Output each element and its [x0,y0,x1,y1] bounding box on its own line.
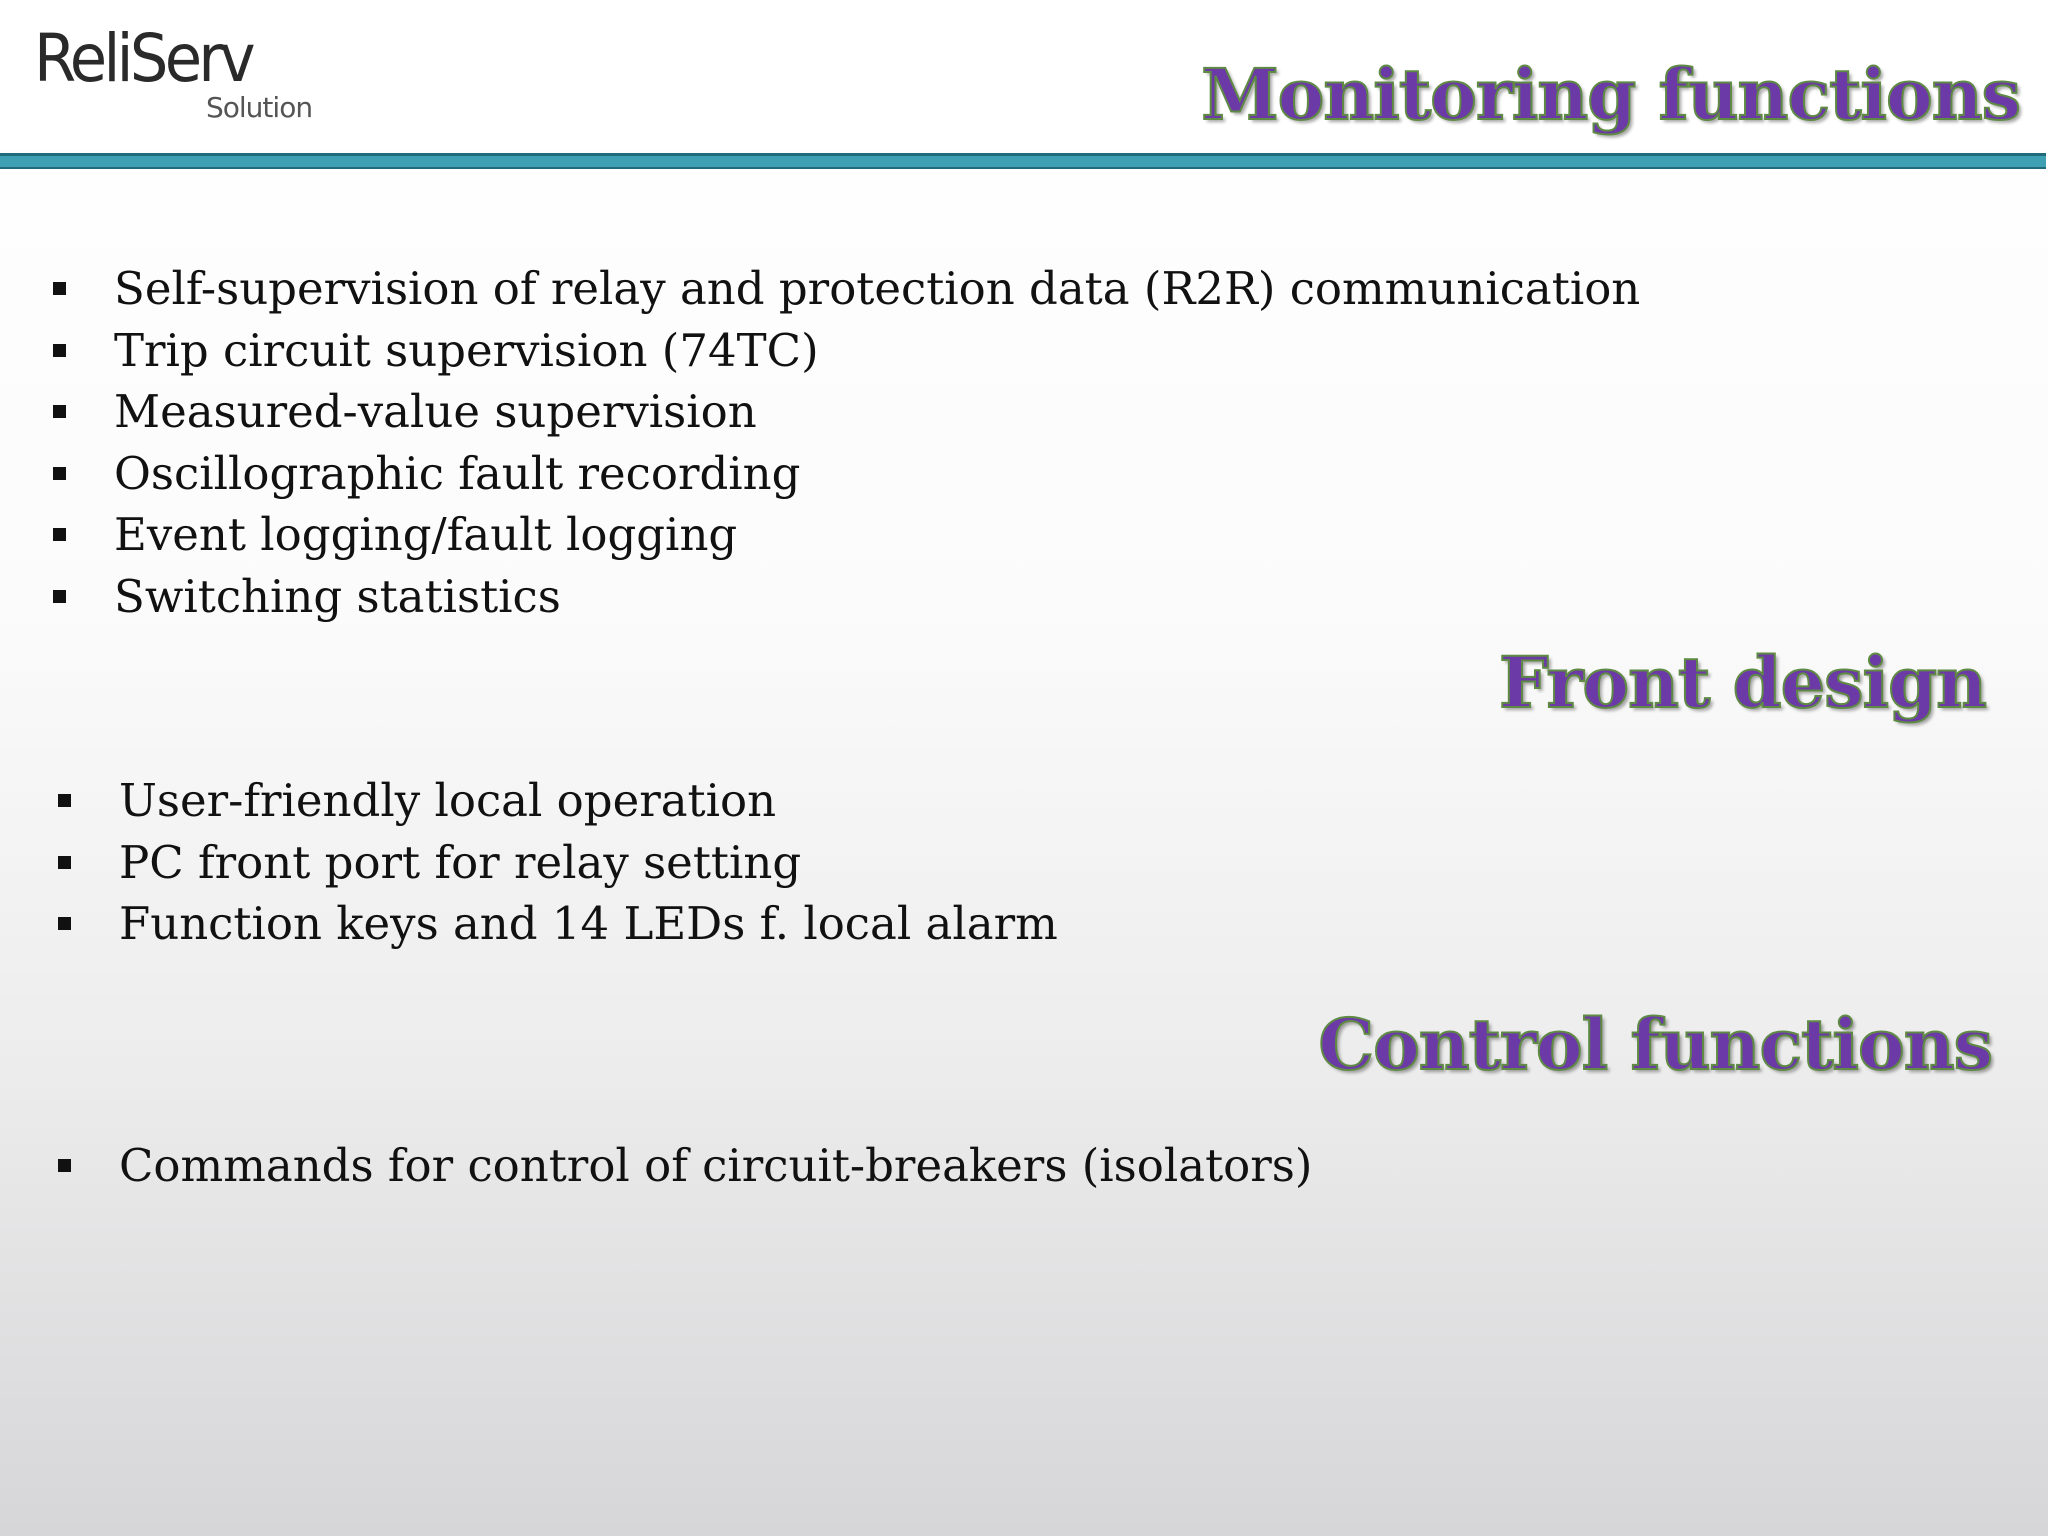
control-functions-title: Control functions [1318,1003,1992,1086]
list-item: Self-supervision of relay and protection data (R2R) communication [53,258,1640,320]
bullet-square-icon [53,344,66,357]
monitoring-functions-title: Monitoring functions [1201,53,2020,136]
bullet-square-icon [58,794,71,807]
list-item: User-friendly local operation [58,770,1058,832]
list-item: Oscillographic fault recording [53,443,1640,505]
bullet-square-icon [53,590,66,603]
reliserv-logo [30,22,330,132]
monitoring-functions-list [53,258,1640,627]
header-divider [0,153,2046,169]
list-item: Switching statistics [53,566,1640,628]
logo-wordmark: ReliServ [34,20,252,97]
list-item: Trip circuit supervision (74TC) [53,320,1640,382]
list-item: Commands for control of circuit-breakers (isolators) [58,1135,1312,1197]
bullet-square-icon [53,405,66,418]
bullet-square-icon [58,1159,71,1172]
list-item: Function keys and 14 LEDs f. local alarm [58,893,1058,955]
logo-subtitle: Solution [206,91,313,124]
list-item: Measured-value supervision [53,381,1640,443]
bullet-square-icon [58,917,71,930]
bullet-square-icon [53,467,66,480]
list-item: PC front port for relay setting [58,832,1058,894]
front-design-title: Front design [1499,641,1986,724]
control-functions-list [58,1135,1312,1197]
bullet-square-icon [58,856,71,869]
front-design-list [58,770,1058,955]
bullet-square-icon [53,282,66,295]
bullet-square-icon [53,528,66,541]
list-item: Event logging/fault logging [53,504,1640,566]
